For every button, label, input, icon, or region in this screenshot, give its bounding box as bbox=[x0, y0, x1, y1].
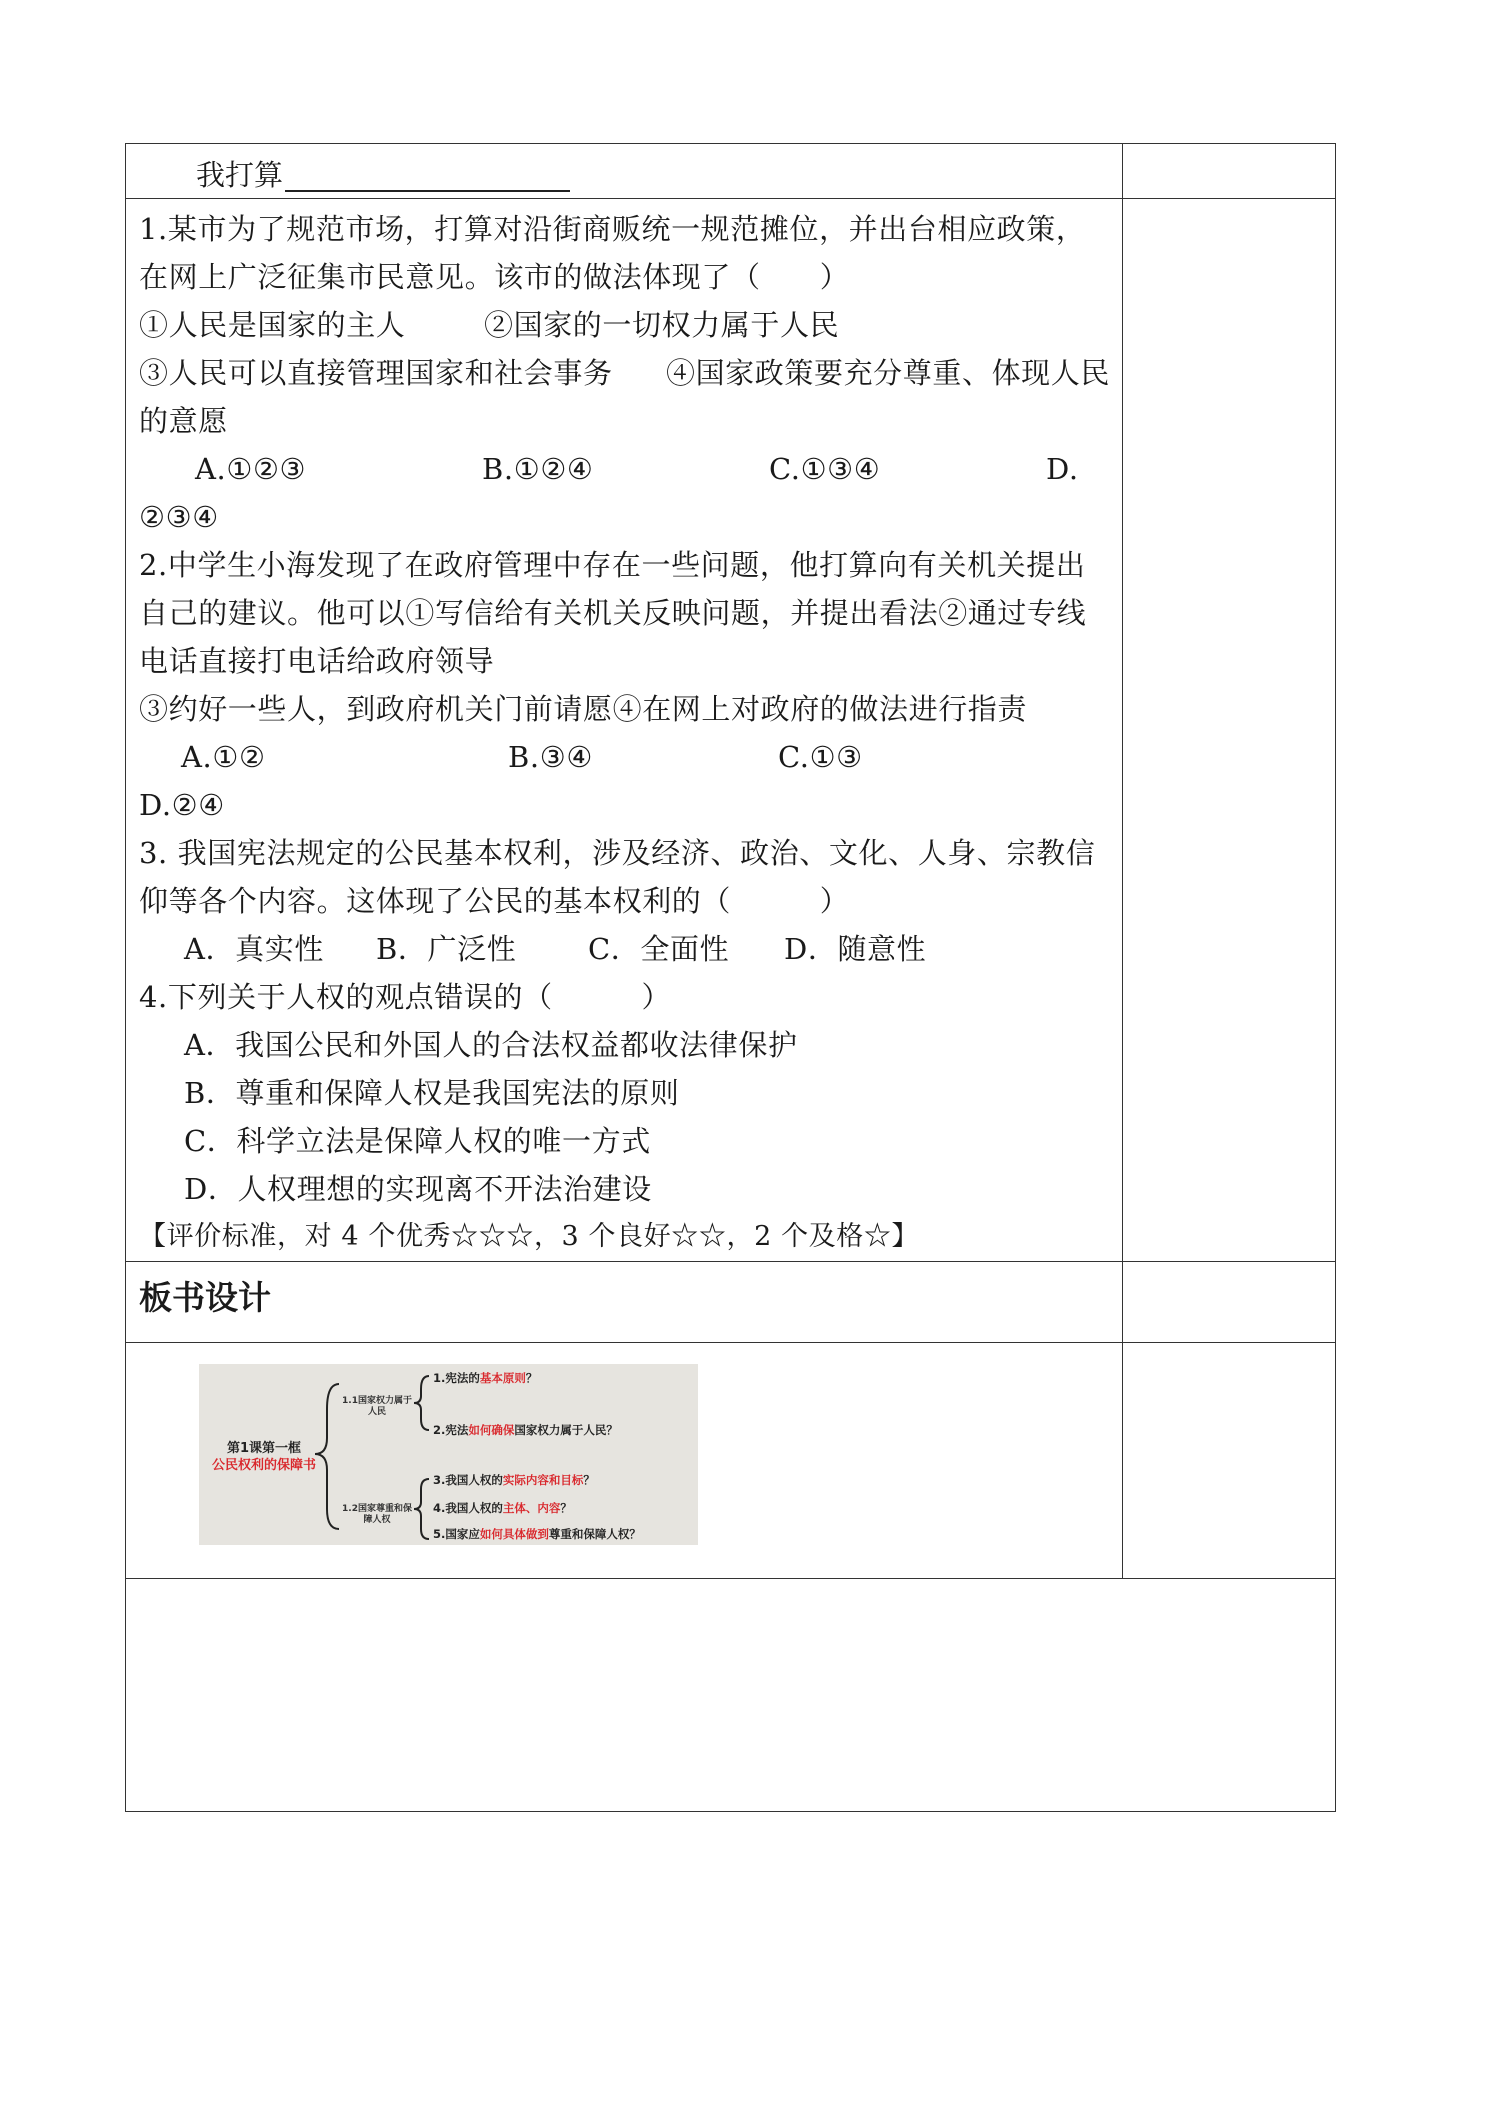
q1-item-4b: 的意愿 bbox=[139, 404, 228, 438]
plan-blank[interactable] bbox=[285, 160, 570, 192]
diagram-lesson: 第1课第一框 bbox=[226, 1441, 302, 1456]
diagram-q1: 1.宪法的基本原则？ bbox=[433, 1371, 538, 1385]
q3-stem-2: 仰等各个内容。这体现了公民的基本权利的（ ） bbox=[139, 884, 850, 918]
board-title: 板书设计 bbox=[139, 1278, 271, 1317]
q1-stem-2: 在网上广泛征集市民意见。该市的做法体现了（ ） bbox=[139, 260, 850, 294]
q1-option-d: D. bbox=[1046, 452, 1079, 486]
diagram-q2: 2.宪法如何确保国家权力属于人民？ bbox=[433, 1423, 618, 1437]
board-title-cell bbox=[126, 1262, 1123, 1343]
bottom-cell bbox=[126, 1579, 1336, 1812]
q2-stem-1: 2.中学生小海发现了在政府管理中存在一些问题，他打算向有关机关提出 bbox=[139, 548, 1086, 582]
q4-option-b: B．尊重和保障人权是我国宪法的原则 bbox=[184, 1076, 680, 1110]
q1-item-1: ①人民是国家的主人 bbox=[139, 308, 406, 342]
q3-option-d: D．随意性 bbox=[784, 932, 927, 966]
diagram-q3: 3.我国人权的实际内容和目标？ bbox=[433, 1473, 595, 1487]
diagram-main-title bbox=[199, 1440, 329, 1474]
q3-options bbox=[139, 925, 1110, 973]
side-cell-4 bbox=[1123, 1343, 1336, 1579]
board-title-row bbox=[126, 1262, 1336, 1343]
evaluation-criteria: 【评价标准，对 4 个优秀☆☆☆，3 个良好☆☆，2 个及格☆】 bbox=[139, 1221, 920, 1252]
side-cell-3 bbox=[1123, 1262, 1336, 1343]
lesson-table bbox=[125, 143, 1336, 1812]
q1-item-3: ③人民可以直接管理国家和社会事务 bbox=[139, 356, 613, 390]
quiz-row bbox=[126, 199, 1336, 1262]
q2-option-c: C.①③ bbox=[778, 740, 863, 774]
board-diagram-image bbox=[199, 1364, 698, 1545]
q2-stem-4: ③约好一些人，到政府机关门前请愿④在网上对政府的做法进行指责 bbox=[139, 692, 1028, 726]
q1-items-row-1 bbox=[139, 301, 1110, 349]
q2-option-a: A.①② bbox=[181, 740, 266, 774]
q2-option-d: D.②④ bbox=[139, 788, 225, 822]
side-cell-1 bbox=[1123, 144, 1336, 199]
q1-options bbox=[139, 445, 1110, 493]
q2-stem-3: 电话直接打电话给政府领导 bbox=[139, 644, 495, 678]
q1-stem-1: 1.某市为了规范市场，打算对沿街商贩统一规范摊位，并出台相应政策， bbox=[139, 212, 1086, 246]
plan-row bbox=[126, 144, 1336, 199]
q1-option-c: C.①③④ bbox=[769, 452, 881, 486]
plan-line bbox=[126, 144, 1122, 192]
bottom-row bbox=[126, 1579, 1336, 1812]
q1-option-a: A.①②③ bbox=[195, 452, 307, 486]
diagram-lesson-subtitle: 公民权利的保障书 bbox=[211, 1458, 316, 1473]
q1-item-4a: ④国家政策要充分尊重、体现人民 bbox=[665, 356, 1110, 390]
diagram-branch-1: 1.1国家权力属于人民 bbox=[342, 1396, 412, 1417]
q4-stem: 4.下列关于人权的观点错误的（ ） bbox=[139, 980, 672, 1014]
side-cell-2 bbox=[1123, 199, 1336, 1262]
quiz-content bbox=[126, 199, 1122, 1261]
quiz-cell bbox=[126, 199, 1123, 1262]
q1-option-b: B.①②④ bbox=[482, 452, 594, 486]
q4-option-a: A．我国公民和外国人的合法权益都收法律保护 bbox=[184, 1028, 798, 1062]
q2-option-b: B.③④ bbox=[508, 740, 593, 774]
q4-option-d: D．人权理想的实现离不开法治建设 bbox=[184, 1172, 652, 1206]
diagram-branch-2: 1.2国家尊重和保障人权 bbox=[342, 1504, 412, 1525]
q1-option-d-cont: ②③④ bbox=[139, 500, 219, 534]
q3-option-b: B．广泛性 bbox=[376, 932, 517, 966]
q4-option-c: C．科学立法是保障人权的唯一方式 bbox=[184, 1124, 651, 1158]
diagram-q4: 4.我国人权的主体、内容？ bbox=[433, 1501, 572, 1515]
q2-stem-2: 自己的建议。他可以①写信给有关机关反映问题，并提出看法②通过专线 bbox=[139, 596, 1087, 630]
q3-option-a: A．真实性 bbox=[184, 932, 324, 966]
plan-cell bbox=[126, 144, 1123, 199]
q1-items-row-2 bbox=[139, 349, 1110, 397]
q1-item-2: ②国家的一切权力属于人民 bbox=[484, 308, 840, 342]
q3-stem-1: 3. 我国宪法规定的公民基本权利，涉及经济、政治、文化、人身、宗教信 bbox=[139, 836, 1096, 870]
diagram-q5: 5.国家应如何具体做到尊重和保障人权？ bbox=[433, 1527, 641, 1541]
q3-option-c: C．全面性 bbox=[588, 932, 730, 966]
plan-label: 我打算 bbox=[196, 158, 284, 192]
q2-options bbox=[139, 733, 1110, 781]
